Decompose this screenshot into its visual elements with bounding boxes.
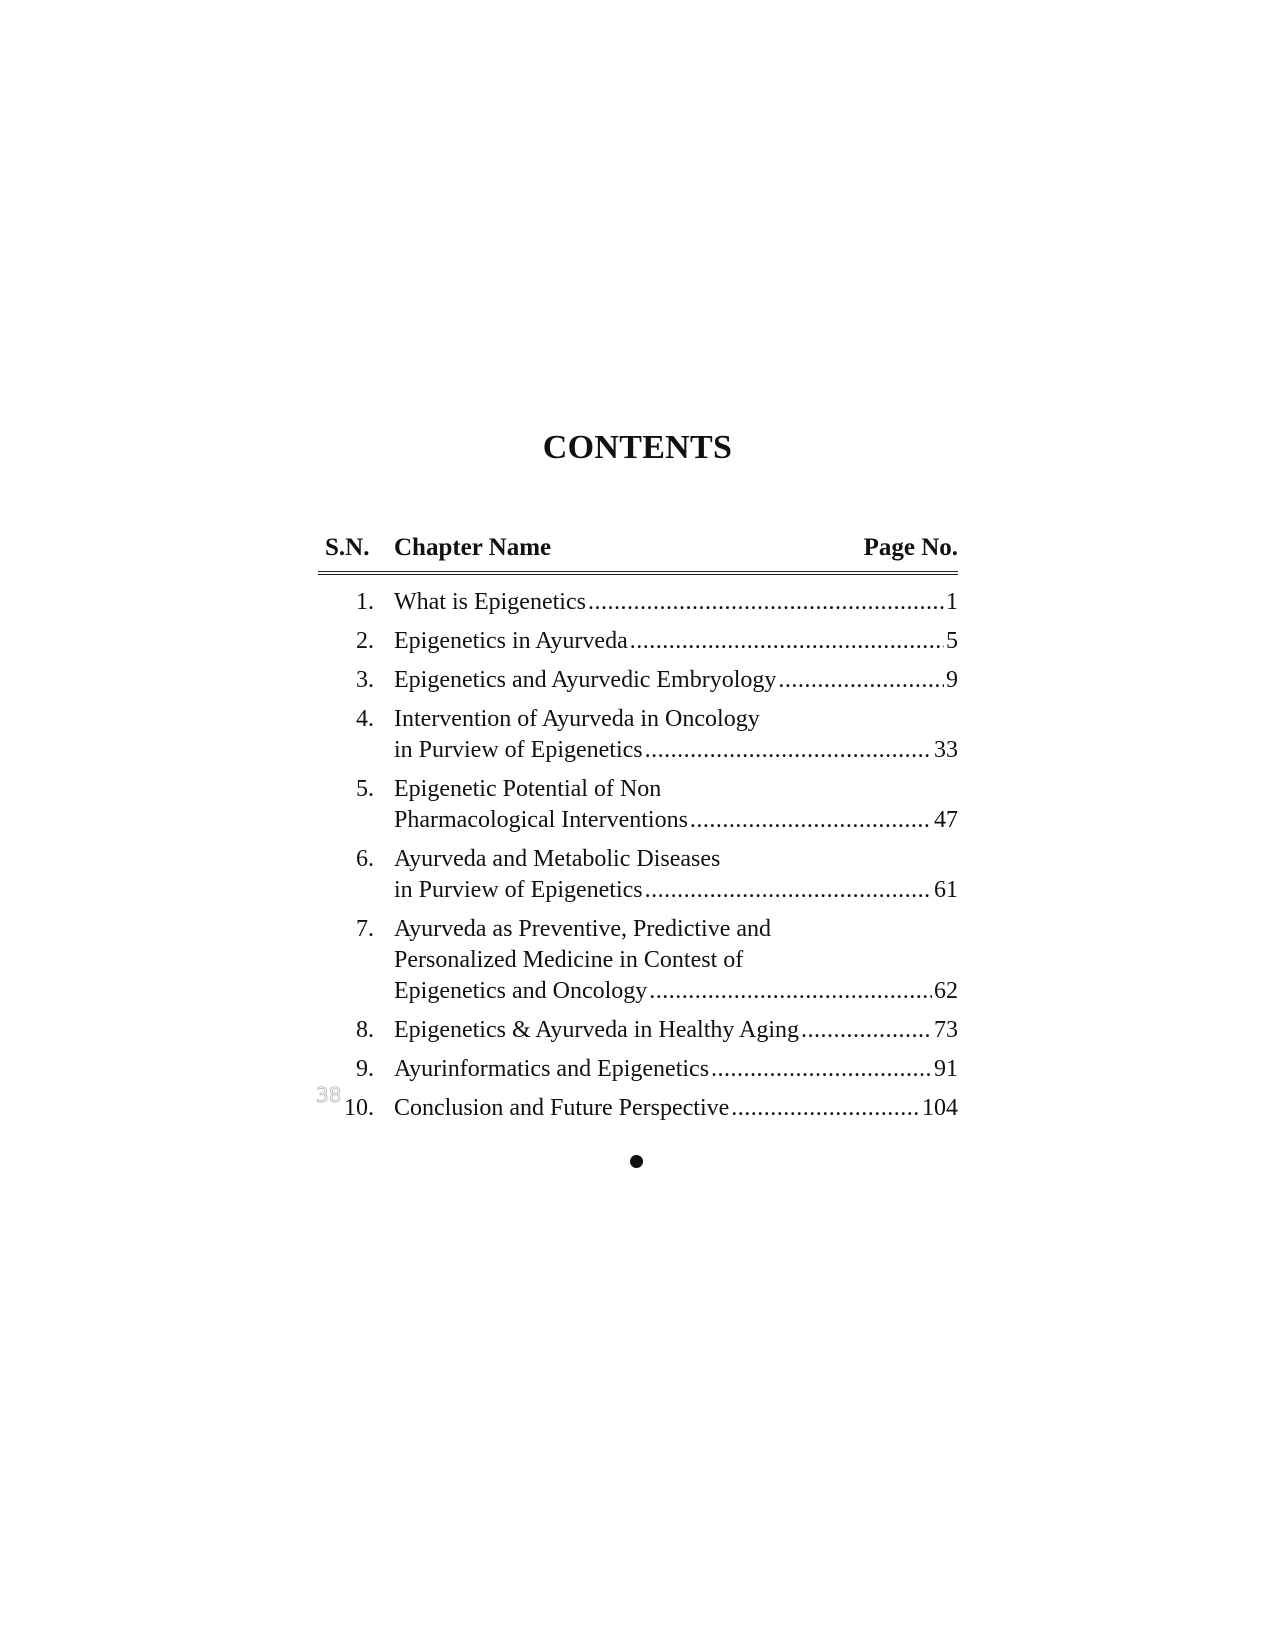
toc-list (318, 587, 958, 1124)
toc-entry-page-number: 33 (934, 737, 958, 763)
toc-entry-last-line (394, 976, 958, 1007)
toc-entry-last-line (394, 587, 958, 618)
toc-entry-number: 3. (356, 667, 374, 693)
toc-entry-body (394, 844, 958, 906)
toc-entry-number: 4. (356, 706, 374, 732)
toc-entry-last-line (394, 1054, 958, 1085)
toc-entry-page-number: 47 (934, 807, 958, 833)
toc-entry-page-number: 104 (922, 1095, 958, 1121)
dot-leader (649, 976, 932, 1007)
toc-entry-body (394, 1093, 958, 1124)
toc-entry-body (394, 1054, 958, 1085)
toc-entry (318, 587, 958, 618)
toc-entry-body (394, 665, 958, 696)
toc-entry-title-line: in Purview of Epigenetics (394, 737, 643, 763)
toc-entry-last-line (394, 805, 958, 836)
toc-entry (318, 774, 958, 836)
toc-entry-number: 1. (356, 589, 374, 615)
toc-entry-body (394, 626, 958, 657)
toc-entry-body (394, 914, 958, 1007)
toc-entry-body (394, 587, 958, 618)
toc-entry (318, 1054, 958, 1085)
dot-leader (731, 1093, 920, 1124)
toc-entry-body (394, 774, 958, 836)
toc-entry-page-number: 1 (946, 589, 958, 615)
toc-entry (318, 626, 958, 657)
toc-entry (318, 914, 958, 1007)
toc-entry-title-line: Epigenetics and Oncology (394, 978, 648, 1004)
header-double-rule (318, 571, 958, 575)
toc-entry (318, 844, 958, 906)
toc-entry-last-line (394, 1015, 958, 1046)
toc-entry-page-number: 73 (934, 1017, 958, 1043)
toc-entry-number: 10. (344, 1095, 374, 1121)
page-title: CONTENTS (542, 429, 733, 466)
toc-entry-last-line (394, 665, 958, 696)
dot-leader (645, 875, 932, 906)
toc-entry-title-line: Ayurveda and Metabolic Diseases (394, 846, 721, 872)
toc-entry-title-line: Pharmacological Interventions (394, 807, 688, 833)
toc-entry-page-number: 61 (934, 877, 958, 903)
toc-entry-body (394, 1015, 958, 1046)
toc-entry-number: 6. (356, 846, 374, 872)
toc-entry-number: 5. (356, 776, 374, 802)
dot-leader (778, 665, 944, 696)
toc-entry-number: 8. (356, 1017, 374, 1043)
toc-entry-last-line (394, 875, 958, 906)
toc-entry-page-number: 91 (934, 1056, 958, 1082)
toc-entry-last-line (394, 626, 958, 657)
toc-entry-number: 2. (356, 628, 374, 654)
header-page-number: Page No. (863, 534, 958, 561)
dot-leader (588, 587, 944, 618)
toc-entry-page-number: 9 (946, 667, 958, 693)
page-stamp: 38 (316, 1083, 342, 1107)
toc-entry-title-line: Epigenetic Potential of Non (394, 776, 662, 802)
dot-leader (711, 1054, 932, 1085)
end-bullet-icon (630, 1155, 643, 1168)
toc-entry-title-line: Epigenetics in Ayurveda (394, 628, 628, 654)
toc-entry-page-number: 5 (946, 628, 958, 654)
toc-entry-page-number: 62 (934, 978, 958, 1004)
toc-entry (318, 665, 958, 696)
toc-entry-title-line: Intervention of Ayurveda in Oncology (394, 706, 760, 732)
toc-entry-title-line: Personalized Medicine in Contest of (394, 947, 744, 973)
toc-entry (318, 1015, 958, 1046)
toc-entry-title-line: What is Epigenetics (394, 589, 586, 615)
table-of-contents (318, 533, 958, 1132)
toc-entry-title-line: Ayurinformatics and Epigenetics (394, 1056, 710, 1082)
toc-entry-last-line (394, 735, 958, 766)
toc-entry-body (394, 704, 958, 766)
toc-entry-title-line: Conclusion and Future Perspective (394, 1095, 730, 1121)
toc-header (318, 533, 958, 571)
dot-leader (630, 626, 944, 657)
header-chapter-name: Chapter Name (394, 534, 552, 561)
dot-leader (801, 1015, 932, 1046)
toc-entry-title-line: in Purview of Epigenetics (394, 877, 643, 903)
toc-entry-last-line (394, 1093, 958, 1124)
dot-leader (645, 735, 932, 766)
toc-entry-title-line: Epigenetics & Ayurveda in Healthy Aging (394, 1017, 800, 1043)
toc-entry (318, 704, 958, 766)
toc-entry (318, 1093, 958, 1124)
dot-leader (690, 805, 932, 836)
toc-entry-number: 7. (356, 916, 374, 942)
toc-entry-title-line: Ayurveda as Preventive, Predictive and (394, 916, 772, 942)
toc-entry-title-line: Epigenetics and Ayurvedic Embryology (394, 667, 777, 693)
toc-entry-number: 9. (356, 1056, 374, 1082)
header-serial-number: S.N. (325, 534, 370, 561)
